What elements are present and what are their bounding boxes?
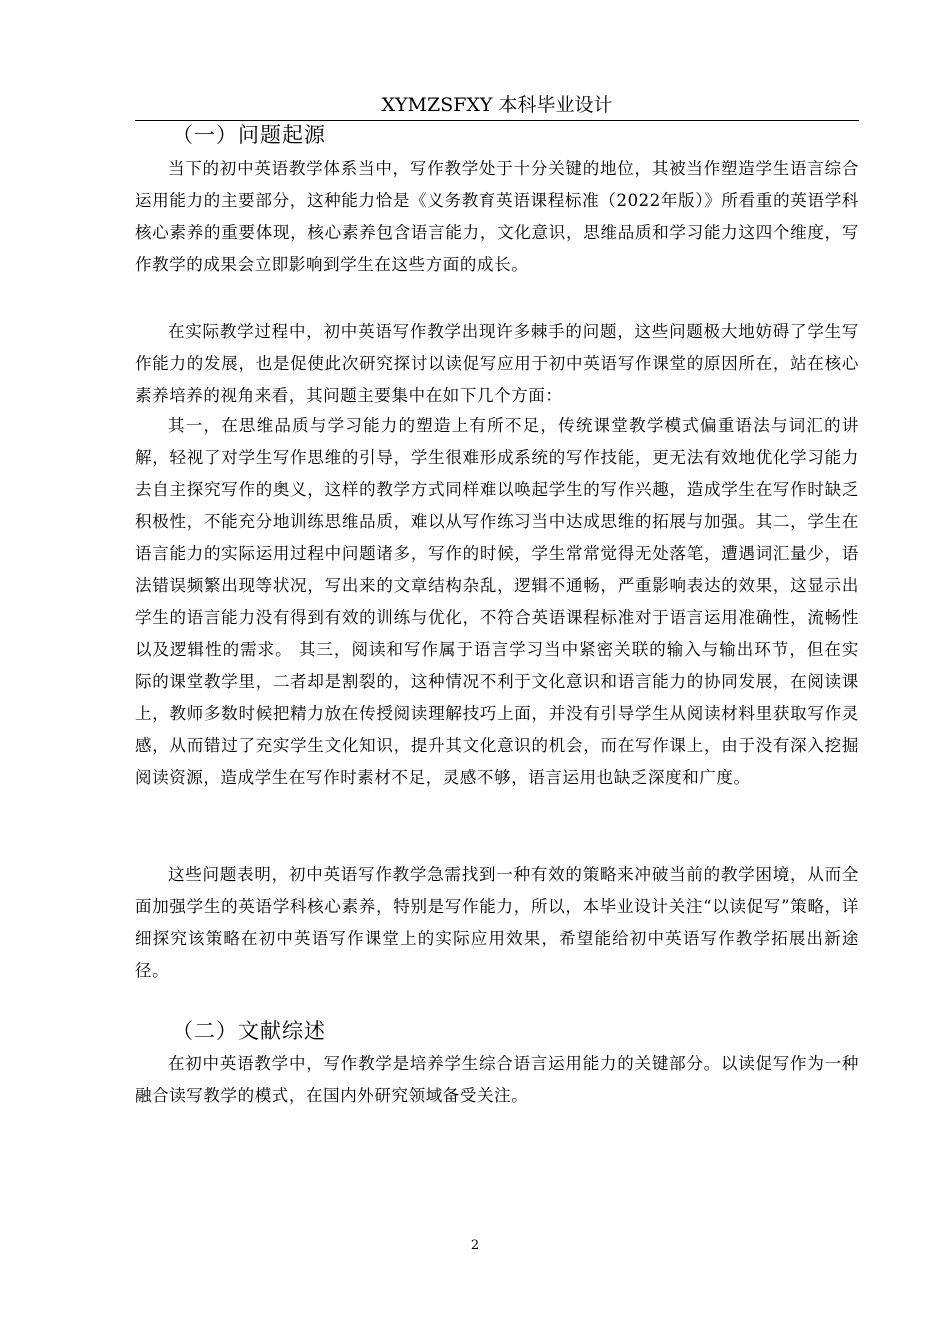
paragraph-origin-1: 当下的初中英语教学体系当中，写作教学处于十分关键的地位，其被当作塑造学生语言综合运用能力的主要部分，这种能力恰是《义务教育英语课程标准（2022年版）》所看重的英语学科核心素养的重要体现，核心素养包含语言能力，文化意识，思维品质和学习能力这四个维度，写作教学的成果会立即影响到学生在这些方面的成长。	[135, 159, 859, 274]
page-number: 2	[470, 1238, 480, 1253]
paragraph-origin-3: 其一，在思维品质与学习能力的塑造上有所不足，传统课堂教学模式偏重语法与词汇的讲解，轻视了对学生写作思维的引导，学生很难形成系统的写作技能，更无法有效地优化学习能力去自主探究写作的奥义，这样的教学方式同样难以唤起学生的写作兴趣，造成学生在写作时缺乏积极性，不能充分地训练思维品质，难以从写作练习当中达成思维的拓展与加强。其二，学生在语言能力的实际运用过程中问题诸多，写作的时候，学生常常觉得无处落笔，遭遇词汇量少，语法错误频繁出现等状况，写出来的文章结构杂乱，逻辑不通畅，严重影响表达的效果，这显示出学生的语言能力没有得到有效的训练与优化，不符合英语课程标准对于语言运用准确性，流畅性以及逻辑性的需求。 其三，阅读和写作属于语言学习当中紧密关联的输入与输出环节，但在实际的课堂教学里，二者却是割裂的，这种情况不利于文化意识和语言能力的协同发展，在阅读课上，教师多数时候把精力放在传授阅读理解技巧上面，并没有引导学生从阅读材料里获取写作灵感，从而错过了充实学生文化知识，提升其文化意识的机会，而在写作课上，由于没有深入挖掘阅读资源，造成学生在写作时素材不足，灵感不够，语言运用也缺乏深度和广度。	[135, 416, 859, 787]
paragraph-literature-review-1: 在初中英语教学中，写作教学是培养学生综合语言运用能力的关键部分。以读促写作为一种融合读写教学的模式，在国内外研究领域备受关注。	[135, 1054, 859, 1105]
paragraph-origin-4: 这些问题表明，初中英语写作教学急需找到一种有效的策略来冲破当前的教学困境，从而全面加强学生的英语学科核心素养，特别是写作能力，所以，本毕业设计关注“以读促写”策略，详细探究该策略在初中英语写作课堂上的实际应用效果，希望能给初中英语写作教学拓展出新途径。	[135, 865, 859, 980]
section-heading-origin: （一）问题起源	[172, 123, 326, 147]
section-heading-literature-review: （二）文献综述	[172, 1019, 326, 1043]
page-header-title: XYMZSFXY 本科毕业设计	[381, 94, 613, 116]
paragraph-origin-2: 在实际教学过程中，初中英语写作教学出现许多棘手的问题，这些问题极大地妨碍了学生写作能力的发展，也是促使此次研究探讨以读促写应用于初中英语写作课堂的原因所在，站在核心素养培养的视角来看，其问题主要集中在如下几个方面：	[135, 322, 859, 405]
